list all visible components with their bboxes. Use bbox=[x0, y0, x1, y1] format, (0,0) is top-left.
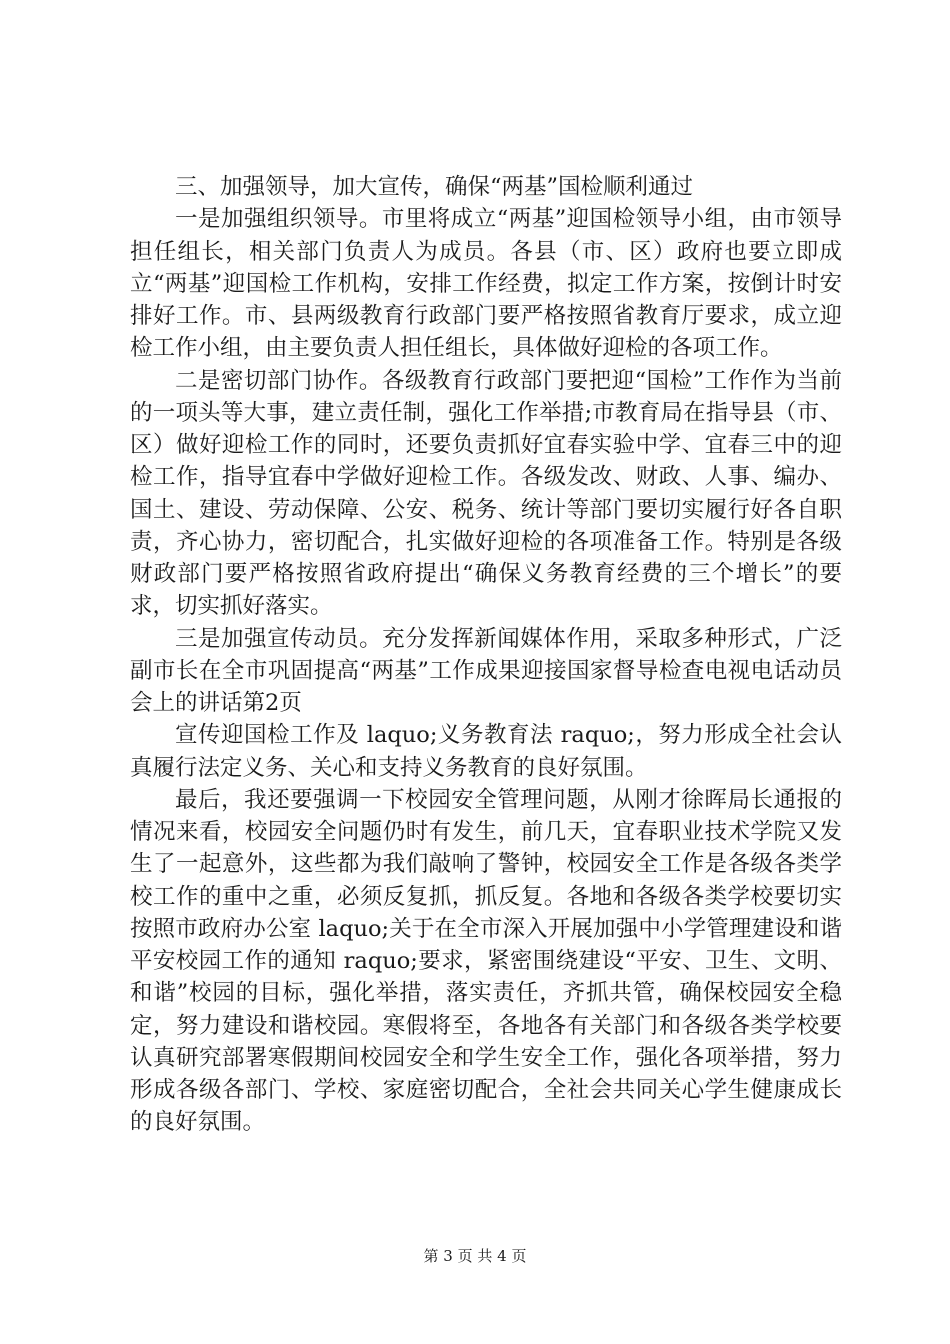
paragraph-campus-safety: 最后，我还要强调一下校园安全管理问题，从刚才徐晖局长通报的情况来看，校园安全问题仍时有发生，前几天，宜春职业技术学院又发生了一起意外，这些都为我们敲响了警钟，校园安全工作是各级各类学校工作的重中之重，必须反复抓，抓反复。各地和各级各类学校要切实按照市政府办公室 laquo;关于在全市深入开展加强中小学管理建设和谐平安校园工作的通知 raquo;要求，紧密围绕建设“平安、卫生、文明、和谐”校园的目标，强化举措，落实责任，齐抓共管，确保校园安全稳定，努力建设和谐校园。寒假将至，各地各有关部门和各级各类学校要认真研究部署寒假期间校园安全和学生安全工作，强化各项举措，努力形成各级各部门、学校、家庭密切配合，全社会共同关心学生健康成长的良好氛围。 bbox=[130, 786, 842, 1136]
paragraph-cooperation: 二是密切部门协作。各级教育行政部门要把迎“国检”工作作为当前的一项头等大事，建立责任制，强化工作举措;市教育局在指导县（市、区）做好迎检工作的同时，还要负责抓好宜春实验中学、宜春三中的迎检工作，指导宜春中学做好迎检工作。各级发改、财政、人事、编办、国土、建设、劳动保障、公安、税务、统计等部门要切实履行好各自职责，齐心协力，密切配合，扎实做好迎检的各项准备工作。特别是各级财政部门要严格按照省政府提出“确保义务教育经费的三个增长”的要求，切实抓好落实。 bbox=[130, 367, 842, 620]
paragraph-organization: 一是加强组织领导。市里将成立“两基”迎国检领导小组，由市领导担任组长，相关部门负责人为成员。各县（市、区）政府也要立即成立“两基”迎国检工作机构，安排工作经费，拟定工作方案，按倒计时安排好工作。市、县两级教育行政部门要严格按照省教育厅要求，成立迎检工作小组，由主要负责人担任组长，具体做好迎检的各项工作。 bbox=[130, 206, 842, 362]
paragraph-publicity: 三是加强宣传动员。充分发挥新闻媒体作用，采取多种形式，广泛副市长在全市巩固提高“两基”工作成果迎接国家督导检查电视电话动员会上的讲话第2页 bbox=[130, 625, 842, 716]
section-heading: 三、加强领导，加大宣传，确保“两基”国检顺利通过 bbox=[175, 174, 694, 200]
document-body bbox=[130, 171, 842, 1139]
paragraph-publicity-continued: 宣传迎国检工作及 laquo;义务教育法 raquo;，努力形成全社会认真履行法定义务、关心和支持义务教育的良好氛围。 bbox=[130, 722, 842, 781]
page-number-footer: 第 3 页 共 4 页 bbox=[423, 1247, 527, 1265]
